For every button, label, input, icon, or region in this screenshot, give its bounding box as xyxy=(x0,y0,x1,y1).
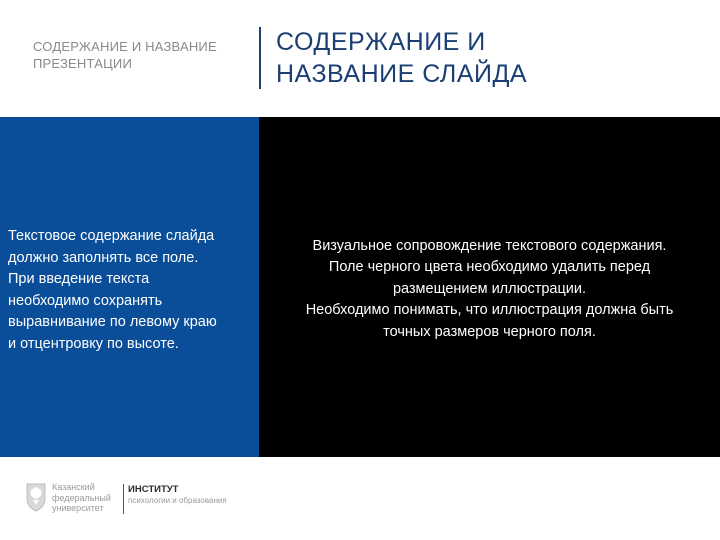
slide-title-line: СОДЕРЖАНИЕ И xyxy=(276,28,486,56)
illustration-placeholder-panel xyxy=(259,117,720,457)
instruction-line: Необходимо понимать, что иллюстрация должна быть xyxy=(305,302,674,319)
text-line: Текстовое содержание слайда xyxy=(8,228,215,244)
text-line: и отцентровку по высоте. xyxy=(8,335,179,352)
university-name-line: федеральный xyxy=(52,492,111,503)
instruction-line: Визуальное сопровождение текстового содержания. xyxy=(312,237,667,254)
university-name xyxy=(52,482,111,514)
presentation-title: СОДЕРЖАНИЕ И НАЗВАНИЕ ПРЕЗЕНТАЦИИ xyxy=(33,39,217,71)
text-content xyxy=(0,226,217,355)
footer-divider xyxy=(123,484,124,514)
instruction-line: Поле черного цвета необходимо удалить перед xyxy=(328,259,651,276)
institute-title: ИНСТИТУТ xyxy=(128,484,179,495)
text-line: При введение текста xyxy=(8,271,150,287)
slide-header xyxy=(0,0,720,117)
university-name-line: Казанский xyxy=(52,482,95,492)
instruction-line: размещением иллюстрации. xyxy=(392,280,587,297)
text-content-panel xyxy=(0,117,259,457)
text-line: необходимо сохранять xyxy=(8,292,163,309)
illustration-instructions xyxy=(306,236,674,344)
slide-title-line: НАЗВАНИЕ СЛАЙДА xyxy=(276,60,528,88)
institute-subtitle: психологии и образования xyxy=(128,496,227,505)
university-name-line: университет xyxy=(52,503,104,513)
text-line: должно заполнять все поле. xyxy=(8,249,199,266)
text-line: выравнивание по левому краю xyxy=(8,314,217,330)
header-divider xyxy=(259,27,261,89)
slide-title xyxy=(276,26,706,90)
instruction-line: точных размеров черного поля. xyxy=(383,323,596,340)
kfu-emblem-icon xyxy=(25,482,47,512)
